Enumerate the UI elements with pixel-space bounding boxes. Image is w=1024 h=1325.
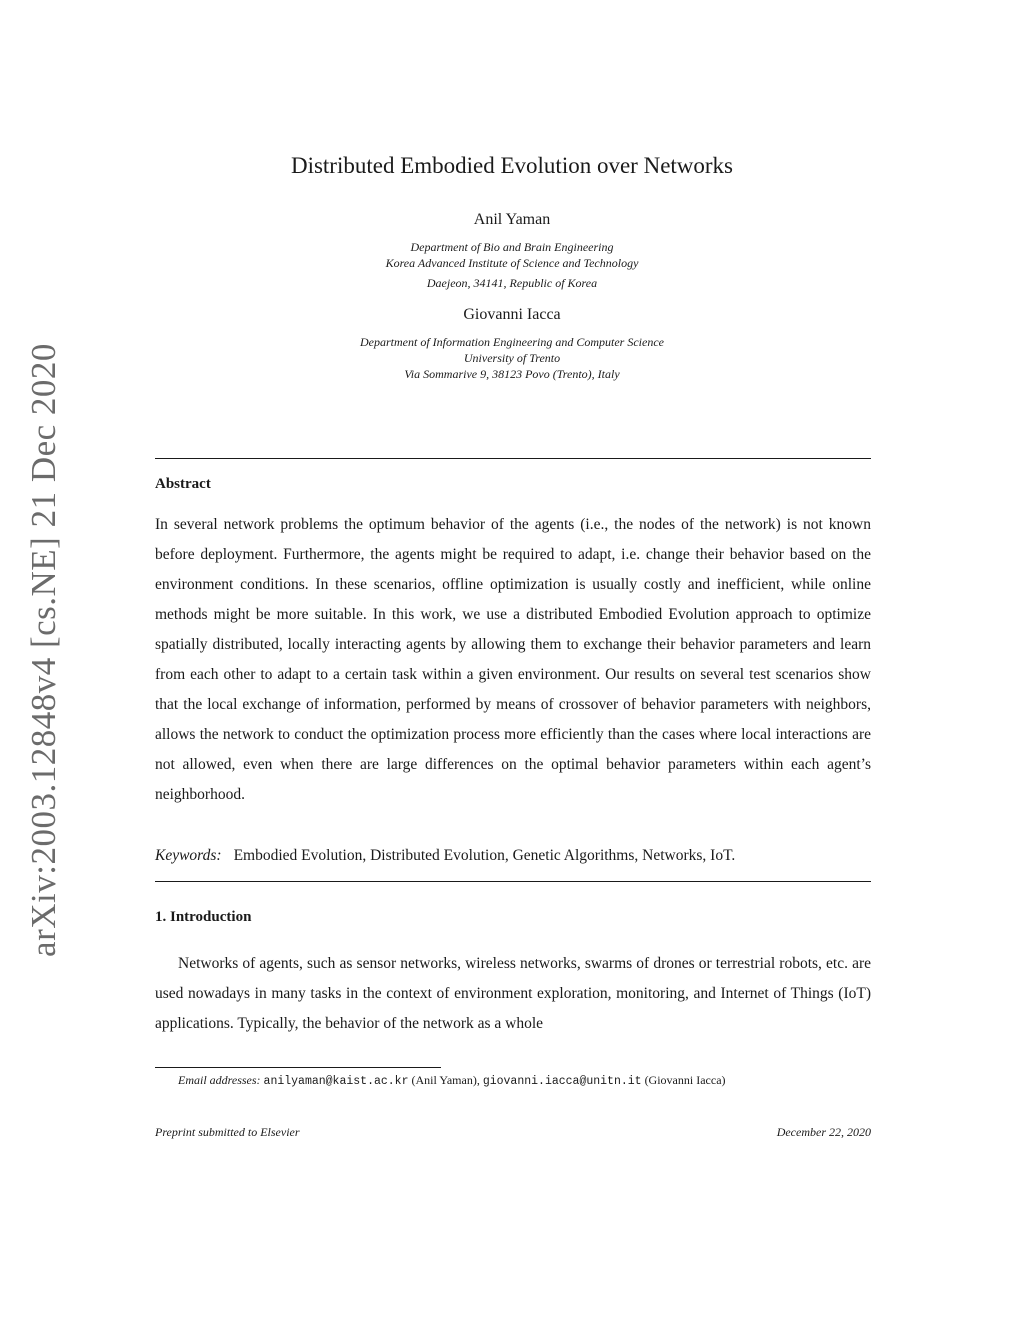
author-2-department: Department of Information Engineering and Computer Science xyxy=(360,335,664,349)
keywords-list: Embodied Evolution, Distributed Evolution, Genetic Algorithms, Networks, IoT. xyxy=(233,847,736,864)
author-name-2: Giovanni Iacca xyxy=(463,306,561,323)
abstract-heading: Abstract xyxy=(155,476,211,492)
paper-title: Distributed Embodied Evolution over Networks xyxy=(290,153,734,178)
author-1-department: Department of Bio and Brain Engineering xyxy=(410,240,614,254)
email-link-2[interactable]: giovanni.iacca@unitn.it xyxy=(482,1075,642,1088)
author-1-address: Daejeon, 34141, Republic of Korea xyxy=(426,276,598,290)
abstract-text: In several network problems the optimum behavior of the agents (i.e., the nodes of the network) is not known before deployment. Furthermore, the agents might be required to adapt, i.e. change their behavior based on the environment conditions. In these scenarios, offline optimization is usually costly and inefficient, while online methods might be more suitable. In this work, we use a distributed Embodied Evolution approach to optimize spatially distributed, locally interacting agents by allowing them to exchange their behavior parameters and learn from each other to adapt to a certain task within a given environment. Our results on several test scenarios show that the local exchange of information, performed by means of crossover of behavior parameters with neighbors, allows the network to conduct the optimization process more efficiently than the cases where local interactions are not allowed, even when there are large differences on the optimal behavior parameters within each agent’s neighborhood. xyxy=(155,516,871,803)
keywords-line xyxy=(155,847,735,865)
abstract-bottom-rule xyxy=(155,881,871,882)
footnote-label: Email addresses: xyxy=(178,1073,261,1087)
section-heading-introduction: 1. Introduction xyxy=(155,909,252,925)
footnote-rule xyxy=(155,1067,441,1068)
introduction-text: Networks of agents, such as sensor networks, wireless networks, swarms of drones or terrestrial robots, etc. are used nowadays in many tasks in the context of environment exploration, monitoring, and Internet of Things (IoT) applications. Typically, the behavior of the network as a whole xyxy=(155,955,871,1032)
arxiv-identifier: arXiv:2003.12848v4 [cs.NE] 21 Dec 2020 xyxy=(24,343,63,957)
author-2-address: Via Sommarive 9, 38123 Povo (Trento), Italy xyxy=(404,367,620,381)
abstract-top-rule xyxy=(155,458,871,459)
email-link-1[interactable]: anilyaman@kaist.ac.kr xyxy=(263,1075,409,1088)
author-2-institution: University of Trento xyxy=(463,351,561,365)
footer-submission: Preprint submitted to Elsevier xyxy=(155,1125,300,1139)
footnote-name-1: (Anil Yaman), xyxy=(411,1073,480,1087)
author-1-institution: Korea Advanced Institute of Science and Technology xyxy=(385,256,639,270)
footnote-name-2: (Giovanni Iacca) xyxy=(644,1073,726,1087)
keywords-label: Keywords: xyxy=(155,847,222,864)
footer-date: December 22, 2020 xyxy=(776,1125,871,1139)
author-name-1: Anil Yaman xyxy=(473,211,551,228)
footnote-emails xyxy=(178,1073,726,1088)
